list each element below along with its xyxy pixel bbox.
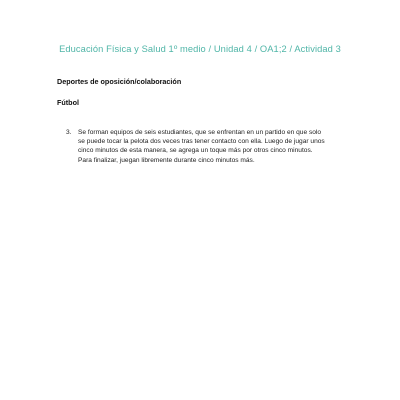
activity-number: 3. xyxy=(66,129,72,136)
section-title: Deportes de oposición/colaboración xyxy=(57,77,182,86)
activity-description xyxy=(78,128,362,165)
document-header-title: Educación Física y Salud 1º medio / Unidad 4 / OA1;2 / Actividad 3 xyxy=(59,44,341,54)
subsection-title: Fútbol xyxy=(57,98,79,107)
activity-text-line: Se forman equipos de seis estudiantes, que se enfrentan en un partido en que solo xyxy=(78,129,322,136)
activity-text-line: Para finalizar, juegan libremente durante cinco minutos más. xyxy=(78,156,255,164)
activity-text-line: se puede tocar la pelota dos veces tras tener contacto con ella. Luego de jugar unos xyxy=(78,138,325,146)
activity-text-line: cinco minutos de esta manera, se agrega un toque más por otros cinco minutos. xyxy=(78,147,313,155)
activity-item xyxy=(66,128,362,165)
